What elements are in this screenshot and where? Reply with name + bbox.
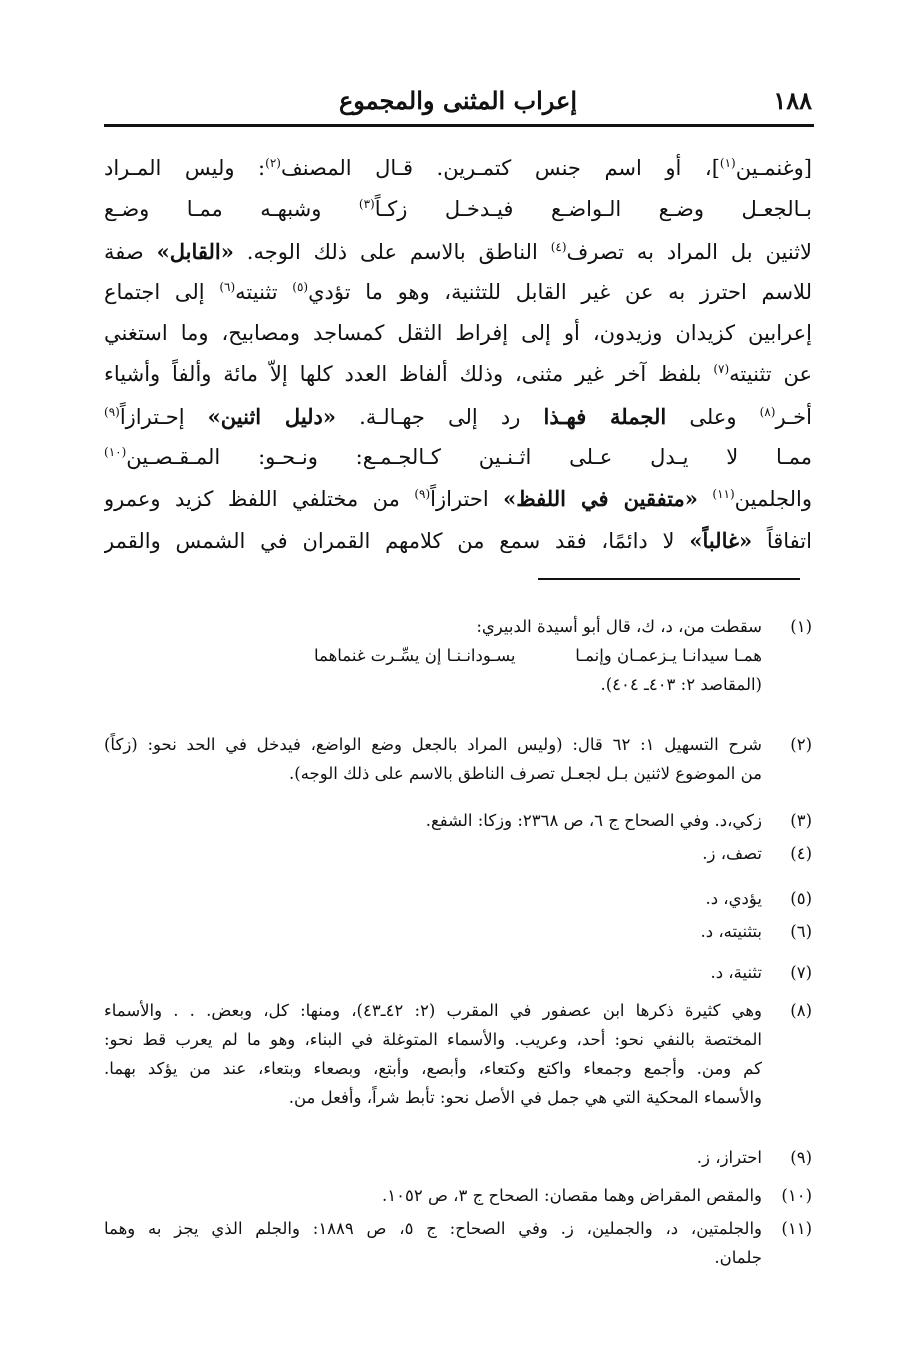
footnote-ref: (٣) (358, 197, 375, 212)
footnote-ref: (٤) (550, 239, 567, 254)
footnote-5 (104, 884, 812, 913)
footnote-line: جلمان. (714, 1248, 762, 1267)
footnote-number: (٨) (790, 1001, 812, 1020)
footnote-10 (104, 1181, 812, 1210)
footnote-line: والأسماء المحكية التي هي جمل في الأصل نحو: تأبط شراً، وأفعل من. (288, 1088, 762, 1107)
footnote-line: من الموضوع لاثنين بـل لجعـل تصرف الناطق بالاسم على ذلك الوجه). (289, 764, 762, 783)
footnote-ref: (٩) (104, 404, 120, 419)
footnote-8 (104, 996, 812, 1112)
footnote-number: (١١) (781, 1219, 812, 1238)
footnote-3 (104, 806, 812, 835)
footnote-1 (104, 612, 812, 699)
verse-hemistich-2: يسـودانـنـا إن يسِّـرت غنماهما (314, 646, 516, 665)
footnote-ref: (٩) (414, 487, 431, 502)
footnote-number: (٧) (790, 963, 812, 982)
text-line: [وغنمـين$^{(١)}$]، أو اسم جنس كتمـرين. قـال المصنف$^{(٢)}$: وليس المـراد (104, 156, 812, 180)
footnote-line: وهي كثيرة ذكرها ابن عصفور في المقرب (٢: ٤٢ـ٤٣)، ومنها: كل، وبعض. . . والأسماء (104, 1001, 763, 1020)
footnote-ref: (٦) (219, 279, 236, 294)
footnote-line: تثنية، د. (710, 963, 762, 982)
footnote-number: (٢) (790, 735, 812, 754)
footnote-separator (538, 578, 800, 580)
footnote-line: احتراز، ز. (696, 1148, 762, 1167)
footnote-line: بتثنيته، د. (700, 922, 762, 941)
footnote-line: تصف، ز. (702, 844, 762, 863)
footnote-citation: (المقاصد ٢: ٤٠٣ـ ٤٠٤). (600, 675, 762, 694)
footnote-number: (٣) (790, 811, 812, 830)
verse-hemistich-1: همـا سيدانـا يـزعمـان وإنمـا (575, 646, 762, 665)
text-line: للاسم احترز به عن غير القابل للتثنية، وهو ما تؤدي$^{(٥)}$ تثنيته$^{(٦)}$ إلى اجتماع (104, 279, 812, 304)
text-line: أخـر$^{(٨)}$ وعلى الجملة فهـذا رد إلى جهـالـة. «دليل اثنين» إحـترازاً$^{(٩)}$ (104, 403, 812, 429)
bold-term: «غالباً» (689, 527, 753, 553)
footnote-6 (104, 917, 812, 946)
footnote-11 (104, 1214, 812, 1272)
text-line: إعرابين كزيدان وزيدون، أو إلى إفراط الثقل كمساجد ومصابيح، وما استغني (104, 321, 812, 346)
footnote-ref: (٧) (713, 362, 730, 377)
text-line: ممـا لا يـدل عـلى اثـنـين كـالجـمـع: ونـحـو: المـقـصـين$^{(١٠)}$ (104, 445, 812, 470)
footnote-number: (١٠) (781, 1186, 812, 1205)
footnote-ref: (١) (719, 156, 736, 170)
footnote-line: والمقص المقراض وهما مقصان: الصحاح ج ٣، ص ١٠٥٢. (382, 1186, 762, 1205)
page-number: ١٨٨ (773, 86, 812, 115)
bold-term: الجملة فهـذا (543, 403, 667, 429)
footnote-number: (٦) (790, 922, 812, 941)
footnote-ref: (١٠) (104, 445, 127, 460)
footnote-number: (١) (790, 617, 812, 636)
footnote-ref: (٢) (265, 156, 281, 170)
text-line: عن تثنيته$^{(٧)}$ بلفظ آخر غير مثنى، وذلك ألفاظ العدد كلها إلاّ مائة وألفاً وأشياء (104, 362, 812, 387)
text-line: لاثنين بل المراد به تصرف$^{(٤)}$ الناطق بالاسم على ذلك الوجه. «القابل» صفة (104, 238, 812, 264)
footnote-ref: (٨) (759, 404, 776, 419)
text-line: والجلمين$^{(١١)}$ «متفقين في اللفظ» احترازاً$^{(٩)}$ من مختلفي اللفظ كزيد وعمرو (104, 486, 812, 512)
footnote-line: كم ومن. وأجمع وجمعاء واكتع وكتعاء، وأبصع، وأبتع، وبصعاء وبتعاء، عند من يؤكد بهما. (104, 1059, 762, 1078)
footnote-number: (٤) (790, 844, 812, 863)
text-line: بـالجعـل وضـع الـواضـع فيـدخـل زكـاً$^{(٣)}$ وشبهـه ممـا وضـع (104, 197, 812, 222)
bold-term: «متفقين في اللفظ» (503, 486, 698, 512)
bold-term: «دليل اثنين» (207, 403, 337, 429)
footnote-number: (٩) (790, 1148, 812, 1167)
footnote-line: والجلمتين، د، والجملين، ز. وفي الصحاح: ج ٥، ص ١٨٨٩: والجلم الذي يجز به وهما (104, 1219, 763, 1238)
footnote-ref: (١١) (712, 487, 735, 502)
footnote-line: يؤدي، د. (705, 889, 762, 908)
footnote-4 (104, 839, 812, 868)
footnote-number: (٥) (790, 889, 812, 908)
main-text (104, 148, 812, 561)
footnote-7 (104, 958, 812, 987)
text-line: اتفاقاً «غالباً» لا دائمًا، فقد سمع من كلامهم القمران في الشمس والقمر (104, 527, 812, 553)
header-rule (104, 124, 814, 127)
bold-term: «القابل» (156, 238, 234, 264)
footnote-2 (104, 730, 812, 788)
verse (104, 641, 812, 670)
footnote-line: سقطت من، د، ك، قال أبو أسيدة الدبيري: (476, 617, 762, 636)
running-title: إعراب المثنى والمجموع (338, 86, 578, 115)
footnote-line: زكي،د. وفي الصحاح ج ٦، ص ٢٣٦٨: وزكا: الشفع. (425, 811, 762, 830)
page-header (104, 80, 812, 120)
footnote-9 (104, 1143, 812, 1172)
footnote-line: المختصة بالنفي نحو: أحد، وعريب. والأسماء المتوغلة في البناء، وهو ما لم يعرب قط نحو: (104, 1030, 762, 1049)
footnote-ref: (٥) (292, 279, 309, 294)
footnote-line: شرح التسهيل ١: ٦٢ قال: (وليس المراد بالجعل وضع الواضع، فيدخل في الحد نحو: (زكاً) (104, 735, 762, 754)
